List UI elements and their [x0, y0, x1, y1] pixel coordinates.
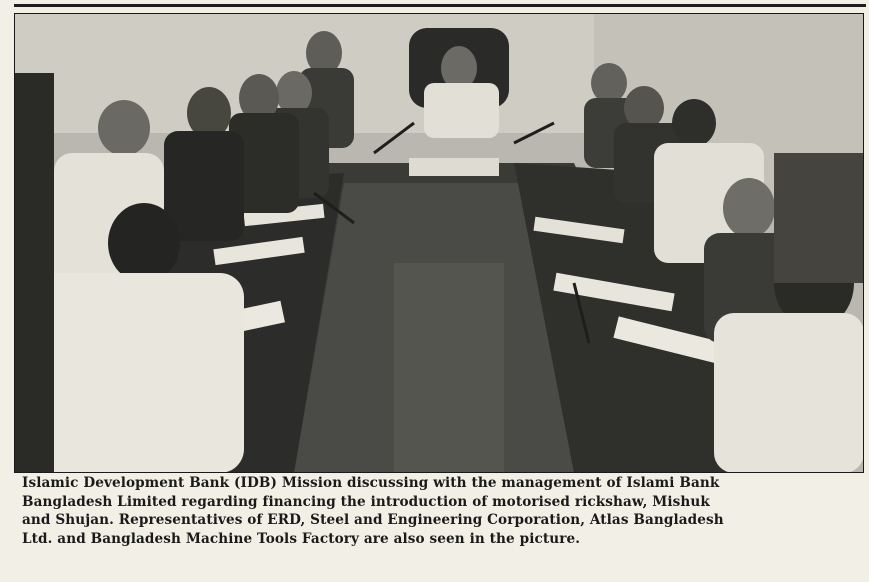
news-photo: [14, 13, 864, 473]
caption-line-3: and Shujan. Representatives of ERD, Steel and Engineering Corporation, Atlas Bangladesh: [22, 512, 724, 529]
top-rule: [14, 4, 866, 7]
caption-line-2: Bangladesh Limited regarding financing the introduction of motorised rickshaw, Mishuk: [22, 493, 710, 510]
photo-caption: [22, 474, 860, 548]
caption-line-1: Islamic Development Bank (IDB) Mission discussing with the management of Islami Bank: [22, 475, 720, 491]
meeting-photo-illustration: [14, 13, 864, 473]
caption-line-4: Ltd. and Bangladesh Machine Tools Factory are also seen in the picture.: [22, 530, 581, 547]
